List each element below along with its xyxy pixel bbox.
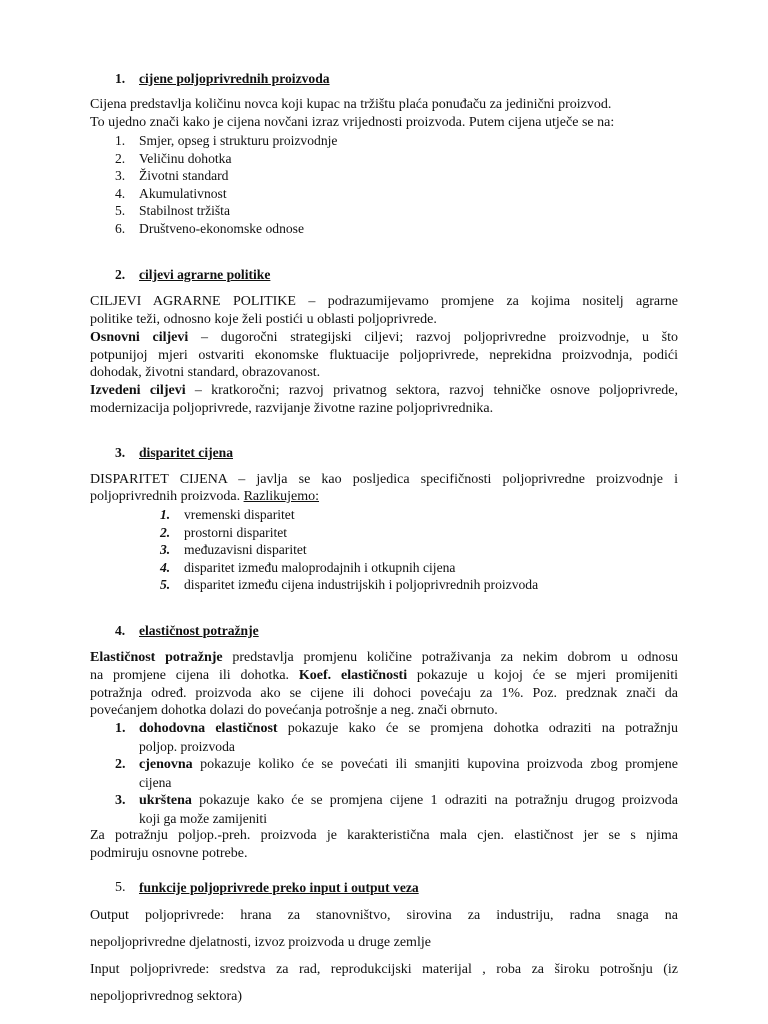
section-2-number: 2. (115, 267, 126, 282)
list-item: 1. vremenski disparitet (160, 507, 295, 522)
razlikujemo-underlined: Razlikujemo: (243, 489, 320, 504)
section-5-para-line: nepoljoprivredne djelatnosti, izvoz proizvoda u druge zemlje (90, 935, 431, 950)
section-5-para-line: Output poljoprivrede: hrana za stanovništvo, sirovina za industriju, radna snaga na (90, 908, 678, 923)
section-4-para-line: Za potražnju poljop.-preh. proizvoda je karakteristična mala cjen. elastičnost jer se s njima (90, 828, 678, 843)
section-1-number: 1. (115, 71, 126, 86)
section-3-number: 3. (115, 445, 126, 460)
list-item: 3. Životni standard (115, 168, 229, 184)
list-item: 2. Veličinu dohotka (115, 150, 232, 166)
list-item: 1. dohodovna elastičnost pokazuje kako će se promjena dohotka odraziti na potražnju poljop. proizvoda (115, 721, 678, 754)
section-4-para-line: podmiruju osnovne potrebe. (90, 846, 248, 861)
list-item: 3. međuzavisni disparitet (160, 542, 307, 558)
section-4-para-line: potražnja određ. proizvoda ako se cijene ili dohoci povećaju za 1%. Poz. predznak znači da (90, 686, 678, 701)
list-item: 6. Društveno-ekonomske odnose (115, 220, 304, 236)
section-3-para-line: DISPARITET CIJENA – javlja se kao posljedica specifičnosti poljoprivredne proizvodnje i (90, 472, 678, 487)
section-4-heading: elastičnost potražnje (139, 623, 259, 638)
section-4-para-line: na promjene cijena ili dohotka. Koef. elastičnosti pokazuje u kojoj će se mjeri promijeniti (90, 668, 678, 683)
section-2-heading: ciljevi agrarne politike (139, 267, 271, 282)
section-2-para-line: potpunijoj mjeri ostvariti ekonomske fluktuacije poljoprivrede, neprekidna proizvodnja, podići (90, 348, 678, 363)
section-5-para-line: Input poljoprivrede: sredstva za rad, reprodukcijski materijal , roba za široku potrošnju (iz (90, 962, 678, 977)
list-item: 2. cjenovna pokazuje koliko će se povećati ili smanjiti kupovina proizvoda zbog promjene cijena (115, 757, 678, 790)
list-item: 2. prostorni disparitet (160, 524, 288, 540)
section-4-para-line: povećanjem dohotka dolazi do povećanja potrošnje a neg. znači obrnuto. (90, 703, 498, 718)
section-1-list (115, 132, 337, 238)
section-2-para-line: dohodak, životni standard, obrazovanost. (90, 365, 321, 380)
section-5-para-line: nepoljoprivrednog sektora) (90, 989, 243, 1004)
section-3-para-line: poljoprivrednih proizvoda. Razlikujemo: (90, 489, 320, 504)
section-5-number: 5. (115, 880, 126, 895)
section-4-number: 4. (115, 623, 126, 638)
list-item: 4. Akumulativnost (115, 185, 227, 201)
list-item: 3. ukrštena pokazuje kako će se promjena cijene 1 odraziti na potražnju drugog proizvoda koji ga može zamijeniti (115, 793, 678, 826)
izvedeni-ciljevi-line: Izvedeni ciljevi – kratkoročni; razvoj privatnog sektora, razvoj tehničke osnove poljoprivrede, (90, 383, 679, 398)
section-3-list (160, 506, 538, 594)
section-1-para-line: To ujedno znači kako je cijena novčani izraz vrijednosti proizvoda. Putem cijena utječe se na: (90, 115, 615, 130)
section-4-list (115, 720, 678, 828)
list-item: 4. disparitet između maloprodajnih i otkupnih cijena (160, 559, 456, 575)
section-1-para-line: Cijena predstavlja količinu novca koji kupac na tržištu plaća ponuđaču za jedinični proizvod. (90, 97, 612, 112)
section-4-para-line: Elastičnost potražnje predstavlja promjenu količine potraživanja za nekim dobrom u odnosu (90, 650, 678, 665)
list-item: 5. disparitet između cijena industrijskih i poljoprivrednih proizvoda (160, 577, 539, 593)
section-5-heading: funkcije poljoprivrede preko input i output veza (139, 880, 419, 895)
osnovni-ciljevi-line: Osnovni ciljevi – dugoročni strategijski ciljevi; razvoj poljoprivredne proizvodnje, u što (90, 330, 679, 345)
section-2-para-line: modernizacija poljoprivrede, razvijanje životne razine poljoprivrednika. (90, 401, 494, 416)
section-3-heading: disparitet cijena (139, 445, 234, 460)
section-1-heading: cijene poljoprivrednih proizvoda (139, 71, 330, 86)
list-item: 5. Stabilnost tržišta (115, 203, 230, 219)
section-2-para-line: politike teži, odnosno koje želi postići u oblasti poljoprivrede. (90, 312, 437, 327)
list-item: 1. Smjer, opseg i strukturu proizvodnje (115, 133, 338, 148)
section-2-para-line: CILJEVI AGRARNE POLITIKE – podrazumijevamo promjene za kojima nositelj agrarne (90, 294, 678, 309)
